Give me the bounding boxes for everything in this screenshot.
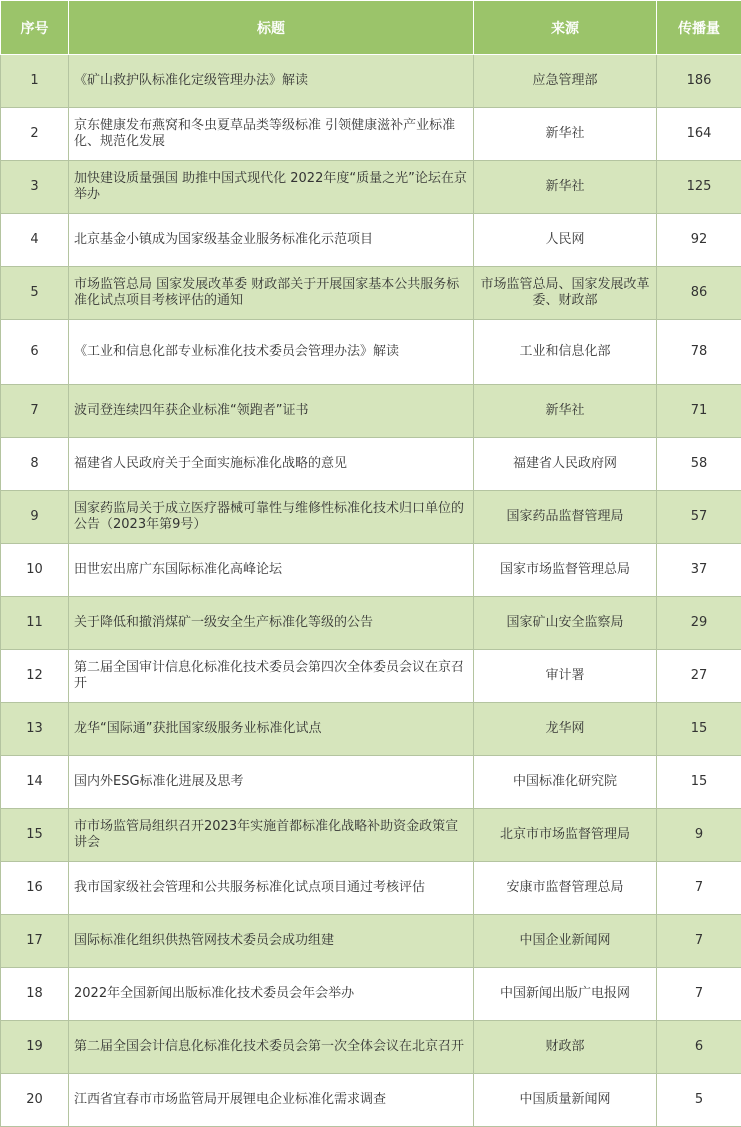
row-source: 福建省人民政府网 [474,438,657,491]
row-source: 财政部 [474,1021,657,1074]
row-views: 6 [657,1021,741,1074]
row-title: 第二届全国审计信息化标准化技术委员会第四次全体委员会议在京召开 [69,650,474,703]
row-title: 福建省人民政府关于全面实施标准化战略的意见 [69,438,474,491]
row-title: 关于降低和撤消煤矿一级安全生产标准化等级的公告 [69,597,474,650]
row-title: 江西省宜春市市场监管局开展锂电企业标准化需求调查 [69,1074,474,1127]
row-views: 57 [657,491,741,544]
row-views: 86 [657,267,741,320]
header-title: 标题 [69,1,474,55]
row-title: 2022年全国新闻出版标准化技术委员会年会举办 [69,968,474,1021]
row-title: 市市场监管局组织召开2023年实施首都标准化战略补助资金政策宣讲会 [69,809,474,862]
row-views: 27 [657,650,741,703]
row-title: 国际标准化组织供热管网技术委员会成功组建 [69,915,474,968]
row-number: 11 [1,597,69,650]
row-number: 14 [1,756,69,809]
row-title: 田世宏出席广东国际标准化高峰论坛 [69,544,474,597]
table-row [1,320,741,385]
row-number: 8 [1,438,69,491]
row-number: 4 [1,214,69,267]
row-title: 北京基金小镇成为国家级基金业服务标准化示范项目 [69,214,474,267]
table-header [1,1,741,55]
row-source: 国家市场监督管理总局 [474,544,657,597]
row-title: 龙华“国际通”获批国家级服务业标准化试点 [69,703,474,756]
table-row [1,267,741,320]
header-views: 传播量 [657,1,741,55]
row-views: 9 [657,809,741,862]
row-number: 10 [1,544,69,597]
row-source: 中国标准化研究院 [474,756,657,809]
row-number: 20 [1,1074,69,1127]
row-source: 中国企业新闻网 [474,915,657,968]
row-views: 71 [657,385,741,438]
row-source: 审计署 [474,650,657,703]
table-row [1,703,741,756]
row-title: 《工业和信息化部专业标准化技术委员会管理办法》解读 [69,320,474,385]
table-row [1,862,741,915]
row-source: 安康市监督管理总局 [474,862,657,915]
table-row [1,597,741,650]
row-source: 龙华网 [474,703,657,756]
table-row [1,968,741,1021]
table-row [1,809,741,862]
row-views: 29 [657,597,741,650]
table-row [1,544,741,597]
table-body [1,55,741,1127]
row-number: 7 [1,385,69,438]
row-number: 18 [1,968,69,1021]
row-views: 37 [657,544,741,597]
row-title: 《矿山救护队标准化定级管理办法》解读 [69,55,474,108]
row-views: 15 [657,703,741,756]
row-source: 新华社 [474,108,657,161]
row-source: 应急管理部 [474,55,657,108]
row-title: 波司登连续四年获企业标准“领跑者”证书 [69,385,474,438]
row-number: 3 [1,161,69,214]
row-number: 19 [1,1021,69,1074]
row-number: 16 [1,862,69,915]
row-source: 北京市市场监督管理局 [474,809,657,862]
row-source: 中国新闻出版广电报网 [474,968,657,1021]
row-source: 国家药品监督管理局 [474,491,657,544]
row-views: 7 [657,862,741,915]
row-number: 12 [1,650,69,703]
row-source: 新华社 [474,161,657,214]
row-number: 5 [1,267,69,320]
table-row [1,491,741,544]
row-number: 13 [1,703,69,756]
table-row [1,385,741,438]
row-views: 7 [657,915,741,968]
row-views: 5 [657,1074,741,1127]
table-row [1,756,741,809]
row-number: 9 [1,491,69,544]
row-source: 国家矿山安全监察局 [474,597,657,650]
row-number: 6 [1,320,69,385]
row-source: 新华社 [474,385,657,438]
row-number: 1 [1,55,69,108]
row-title: 市场监管总局 国家发展改革委 财政部关于开展国家基本公共服务标准化试点项目考核评估的通知 [69,267,474,320]
row-source: 人民网 [474,214,657,267]
row-source: 工业和信息化部 [474,320,657,385]
row-source: 市场监管总局、国家发展改革委、财政部 [474,267,657,320]
row-views: 125 [657,161,741,214]
row-source: 中国质量新闻网 [474,1074,657,1127]
table-row [1,650,741,703]
row-views: 92 [657,214,741,267]
table-row [1,438,741,491]
table-row [1,214,741,267]
table-row [1,108,741,161]
header-row [1,1,741,55]
row-views: 15 [657,756,741,809]
table-row [1,161,741,214]
row-views: 58 [657,438,741,491]
row-views: 78 [657,320,741,385]
table-row [1,1021,741,1074]
header-source: 来源 [474,1,657,55]
row-number: 15 [1,809,69,862]
table-row [1,55,741,108]
header-no: 序号 [1,1,69,55]
row-number: 17 [1,915,69,968]
row-title: 京东健康发布燕窝和冬虫夏草品类等级标准 引领健康滋补产业标准化、规范化发展 [69,108,474,161]
row-views: 164 [657,108,741,161]
row-title: 加快建设质量强国 助推中国式现代化 2022年度“质量之光”论坛在京举办 [69,161,474,214]
table-row [1,915,741,968]
row-title: 第二届全国会计信息化标准化技术委员会第一次全体会议在北京召开 [69,1021,474,1074]
row-title: 我市国家级社会管理和公共服务标准化试点项目通过考核评估 [69,862,474,915]
table-row [1,1074,741,1127]
row-title: 国家药监局关于成立医疗器械可靠性与维修性标准化技术归口单位的公告（2023年第9号） [69,491,474,544]
row-views: 186 [657,55,741,108]
row-views: 7 [657,968,741,1021]
row-number: 2 [1,108,69,161]
row-title: 国内外ESG标准化进展及思考 [69,756,474,809]
